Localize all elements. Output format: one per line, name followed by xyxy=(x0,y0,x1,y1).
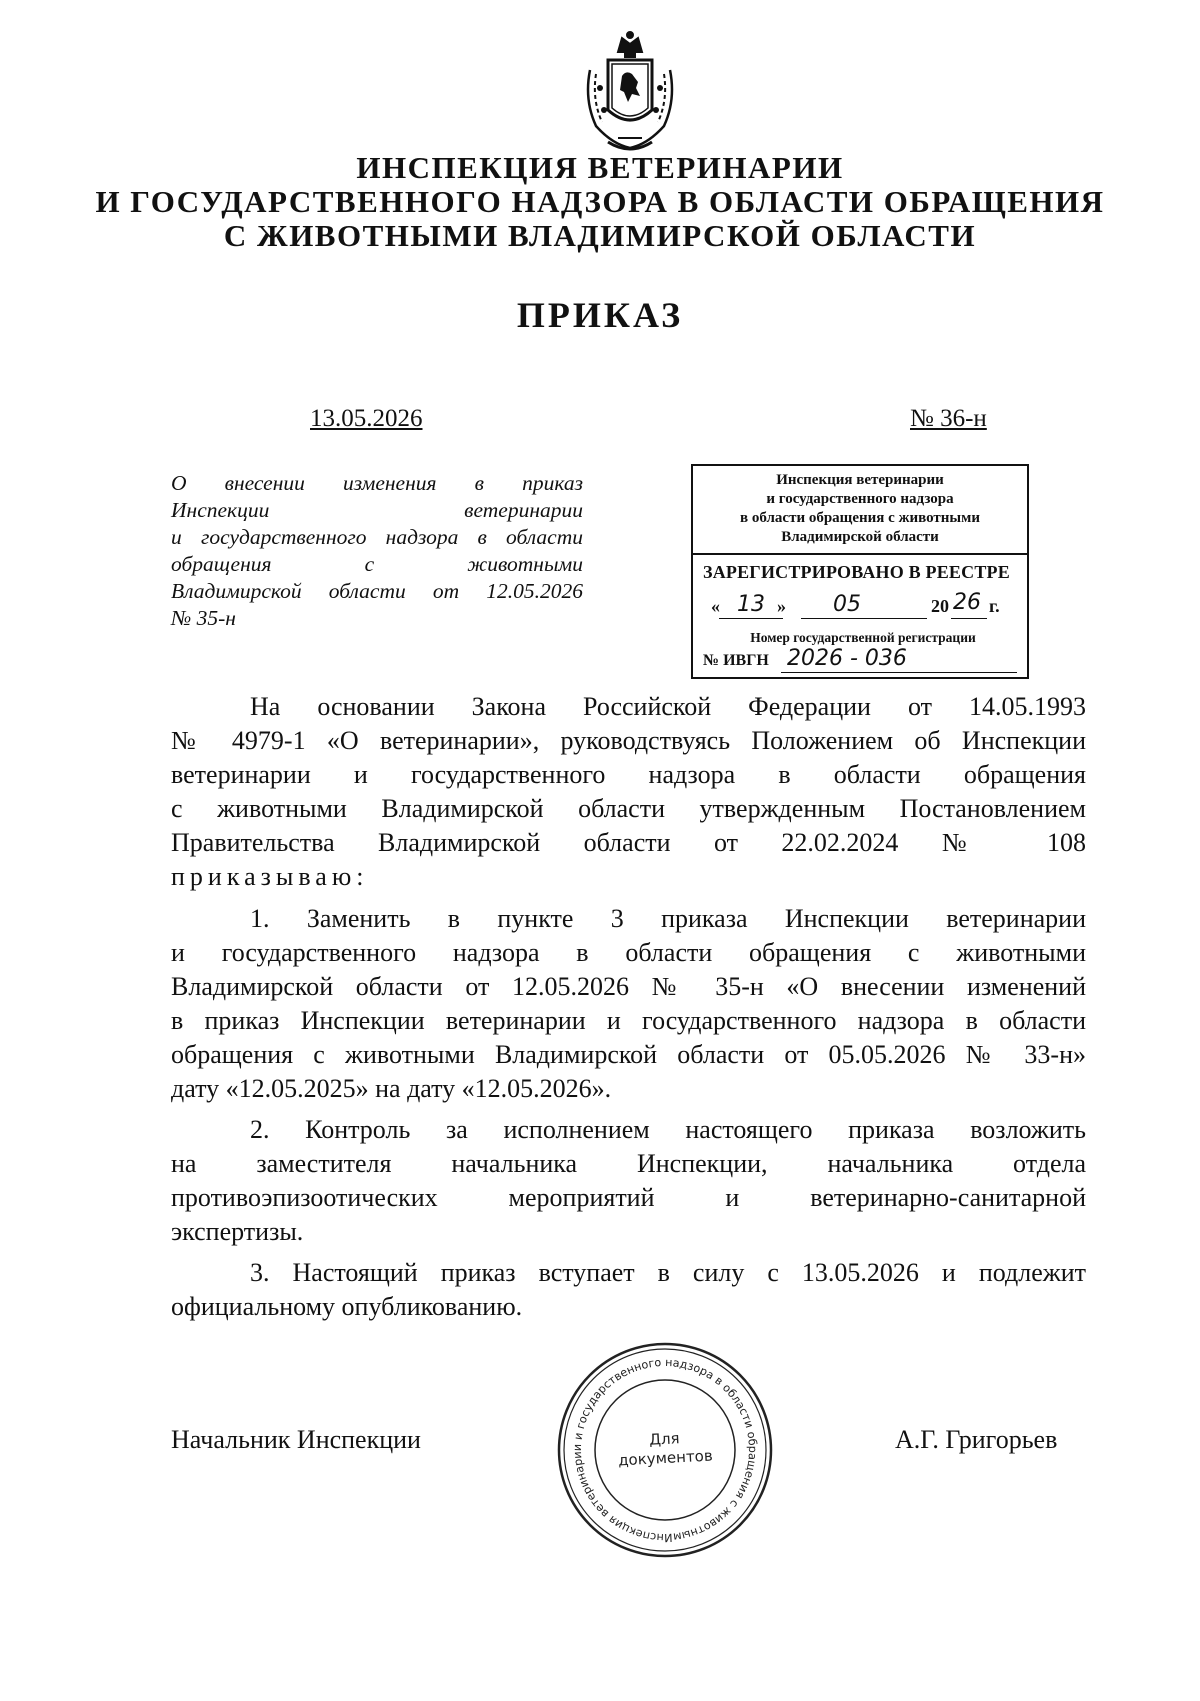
registration-stamp-box xyxy=(691,464,1029,679)
subject-line-2: Инспекции ветеринарии xyxy=(171,498,583,522)
item-1-line-5: обращения с животными Владимирской области от 05.05.2026 № 33-н» xyxy=(171,1040,1086,1069)
body-p1-line-3: ветеринарии и государственного надзора в области обращения xyxy=(171,760,1086,789)
body-p1-line-2: № 4979-1 «О ветеринарии», руководствуясь Положением об Инспекции xyxy=(171,726,1086,755)
item-2-line-4: экспертизы. xyxy=(171,1217,304,1246)
item-2-line-2: на заместителя начальника Инспекции, начальника отдела xyxy=(171,1149,1086,1178)
subject-line-3: и государственного надзора в области xyxy=(171,525,583,549)
registration-month-handwritten: 05 xyxy=(833,592,861,617)
registration-date-line: « 13 » 05 20 26 г. xyxy=(711,590,1000,617)
registration-number-line: № ИВГН 2026 - 036 xyxy=(703,650,1023,674)
item-1-line-6: дату «12.05.2025» на дату «12.05.2026». xyxy=(171,1074,612,1103)
document-number: № 36-н xyxy=(910,405,987,432)
item-1-line-3: Владимирской области от 12.05.2026 № 35-н «О внесении изменений xyxy=(171,972,1086,1001)
subject-line-5: Владимирской области от 12.05.2026 xyxy=(171,579,583,603)
body-p1-line-5: Правительства Владимирской области от 22.02.2024 № 108 xyxy=(171,828,1086,857)
subject-line-1: О внесении изменения в приказ xyxy=(171,471,583,495)
org-name-line-1: ИНСПЕКЦИЯ ВЕТЕРИНАРИИ xyxy=(356,150,844,185)
item-1-line-1: 1. Заменить в пункте 3 приказа Инспекции ветеринарии xyxy=(250,904,1086,933)
signatory-position: Начальник Инспекции xyxy=(171,1425,421,1454)
document-type-title: ПРИКАЗ xyxy=(516,295,684,335)
seal-center-line-2: документов xyxy=(617,1446,714,1470)
subject-line-6: № 35-н xyxy=(171,606,236,630)
item-2-line-1: 2. Контроль за исполнением настоящего приказа возложить xyxy=(250,1115,1086,1144)
subject-line-4: обращения с животными xyxy=(171,552,583,576)
registration-number-handwritten: 2026 - 036 xyxy=(787,646,907,671)
signatory-name: А.Г. Григорьев xyxy=(895,1425,1058,1454)
registration-number-label: Номер государственной регистрации xyxy=(750,630,976,645)
item-2-line-3: противоэпизоотических мероприятий и ветеринарно-санитарной xyxy=(171,1183,1086,1212)
seal-ring-text: Инспекция ветеринарии и государственного надзора в области обращения с животными xyxy=(570,1355,760,1545)
item-3-line-1: 3. Настоящий приказ вступает в силу с 13.05.2026 и подлежит xyxy=(250,1258,1086,1287)
org-name-line-3: С ЖИВОТНЫМИ ВЛАДИМИРСКОЙ ОБЛАСТИ xyxy=(223,218,977,253)
item-3-line-2: официальному опубликованию. xyxy=(171,1292,523,1321)
org-name-line-2: И ГОСУДАРСТВЕННОГО НАДЗОРА В ОБЛАСТИ ОБРАЩЕНИЯ xyxy=(95,184,1105,219)
registration-year-handwritten: 26 xyxy=(953,590,981,615)
registration-status: ЗАРЕГИСТРИРОВАНО В РЕЕСТРЕ xyxy=(703,562,1010,582)
registration-org-name: Инспекция ветеринарии и государственного надзора в области обращения с животными Владимирской области xyxy=(740,472,980,545)
seal-center-line-1: Для xyxy=(648,1429,681,1449)
coat-of-arms-emblem xyxy=(578,30,682,160)
document-date: 13.05.2026 xyxy=(310,405,423,432)
registration-day-handwritten: 13 xyxy=(737,592,765,617)
item-1-line-4: в приказ Инспекции ветеринарии и государственного надзора в области xyxy=(171,1006,1086,1035)
item-1-line-2: и государственного надзора в области обращения с животными xyxy=(171,938,1086,967)
body-p1-line-6: приказываю: xyxy=(171,862,369,891)
body-p1-line-4: с животными Владимирской области утвержденным Постановлением xyxy=(171,794,1086,823)
registration-divider xyxy=(693,553,1027,555)
body-p1-line-1: На основании Закона Российской Федерации от 14.05.1993 xyxy=(250,692,1086,721)
official-round-seal xyxy=(555,1340,775,1560)
